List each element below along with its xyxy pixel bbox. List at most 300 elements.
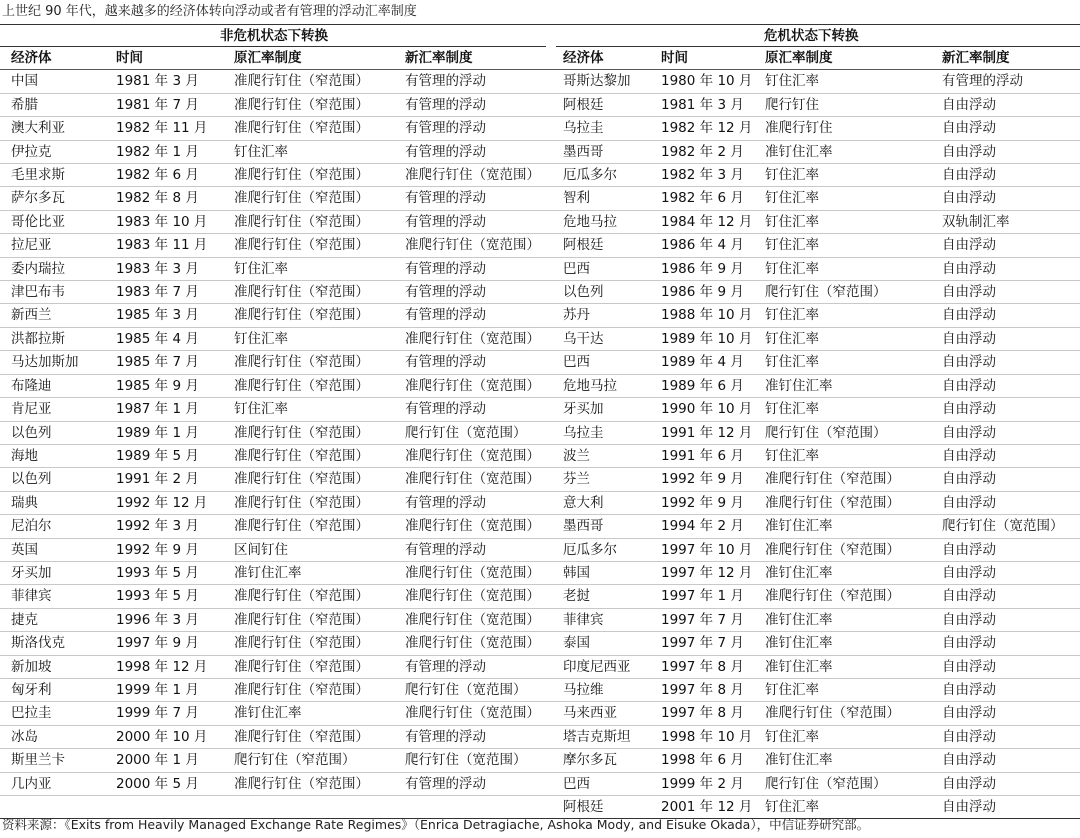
table-row — [0, 374, 1080, 397]
table-row — [0, 655, 1080, 678]
col-economy-cell: 哥伦比亚 — [0, 210, 105, 233]
col-economy-cell: 洪都拉斯 — [0, 327, 105, 350]
col-old-regime-cell: 准钉住汇率 — [223, 561, 394, 584]
col-economy-cell: 牙买加 — [0, 561, 105, 584]
col-date-crisis-cell: 1982 年 2 月 — [650, 140, 754, 163]
col-old-regime-crisis-cell: 爬行钉住（窄范围） — [754, 772, 931, 795]
col-old-regime-crisis-cell: 钉住汇率 — [754, 210, 931, 233]
col-economy-cell: 津巴布韦 — [0, 281, 105, 304]
col-economy-crisis-cell: 塔吉克斯坦 — [552, 725, 650, 748]
col-new-regime-crisis-cell: 自由浮动 — [931, 468, 1080, 491]
col-economy-cell: 萨尔多瓦 — [0, 187, 105, 210]
col-date-crisis-cell: 2001 年 12 月 — [650, 796, 754, 819]
col-new-regime-crisis-cell: 自由浮动 — [931, 491, 1080, 514]
table-row — [0, 608, 1080, 631]
col-economy-cell: 斯洛伐克 — [0, 632, 105, 655]
col-date-crisis-cell: 1982 年 12 月 — [650, 117, 754, 140]
col-old-regime-cell: 准爬行钉住（窄范围） — [223, 281, 394, 304]
col-new-regime-crisis-cell: 自由浮动 — [931, 725, 1080, 748]
col-economy-crisis-cell: 意大利 — [552, 491, 650, 514]
col-economy-cell: 菲律宾 — [0, 585, 105, 608]
col-date-crisis-cell: 1997 年 10 月 — [650, 538, 754, 561]
col-new-regime-cell: 准爬行钉住（宽范围） — [394, 164, 552, 187]
table-row — [0, 70, 1080, 93]
col-new-regime-cell: 有管理的浮动 — [394, 70, 552, 93]
col-economy-cell: 以色列 — [0, 468, 105, 491]
col-economy-crisis-cell: 老挝 — [552, 585, 650, 608]
col-economy-cell: 海地 — [0, 444, 105, 467]
col-new-regime-crisis-cell: 自由浮动 — [931, 351, 1080, 374]
col-economy-cell: 新西兰 — [0, 304, 105, 327]
col-date-crisis-cell: 1997 年 8 月 — [650, 678, 754, 701]
col-date-crisis-header: 时间 — [650, 47, 754, 70]
col-new-regime-cell: 有管理的浮动 — [394, 257, 552, 280]
col-date-cell: 1989 年 5 月 — [105, 444, 223, 467]
table-row — [0, 257, 1080, 280]
col-old-regime-cell: 钉住汇率 — [223, 398, 394, 421]
col-old-regime-crisis-cell: 钉住汇率 — [754, 444, 931, 467]
col-date-crisis-cell: 1997 年 7 月 — [650, 608, 754, 631]
col-economy-crisis-cell: 哥斯达黎加 — [552, 70, 650, 93]
col-date-cell: 1998 年 12 月 — [105, 655, 223, 678]
col-old-regime-crisis-cell: 准钉住汇率 — [754, 655, 931, 678]
col-old-regime-crisis-cell: 准钉住汇率 — [754, 749, 931, 772]
col-date-cell: 1982 年 6 月 — [105, 164, 223, 187]
table-row — [0, 140, 1080, 163]
col-date-cell: 2000 年 5 月 — [105, 772, 223, 795]
col-date-cell: 1982 年 11 月 — [105, 117, 223, 140]
col-date-cell: 1997 年 9 月 — [105, 632, 223, 655]
col-date-cell: 1981 年 7 月 — [105, 93, 223, 116]
col-economy-cell: 捷克 — [0, 608, 105, 631]
col-date-crisis-cell: 1990 年 10 月 — [650, 398, 754, 421]
col-new-regime-crisis-cell: 自由浮动 — [931, 772, 1080, 795]
col-new-regime-crisis-cell: 自由浮动 — [931, 538, 1080, 561]
col-new-regime-crisis-cell: 有管理的浮动 — [931, 70, 1080, 93]
table-row — [0, 398, 1080, 421]
group-header-row — [0, 24, 1080, 47]
col-new-regime-cell: 有管理的浮动 — [394, 187, 552, 210]
col-new-regime-crisis-cell: 自由浮动 — [931, 234, 1080, 257]
col-date-cell: 1985 年 9 月 — [105, 374, 223, 397]
col-new-regime-crisis-cell: 自由浮动 — [931, 561, 1080, 584]
col-new-regime-crisis-cell: 自由浮动 — [931, 655, 1080, 678]
col-new-regime-cell: 准爬行钉住（宽范围） — [394, 561, 552, 584]
col-economy-cell: 瑞典 — [0, 491, 105, 514]
col-old-regime-crisis-cell: 钉住汇率 — [754, 187, 931, 210]
col-old-regime-cell: 准爬行钉住（窄范围） — [223, 515, 394, 538]
col-old-regime-crisis-cell: 钉住汇率 — [754, 398, 931, 421]
col-economy-crisis-cell: 阿根廷 — [552, 93, 650, 116]
col-date-cell: 1985 年 7 月 — [105, 351, 223, 374]
col-economy-crisis-cell: 墨西哥 — [552, 140, 650, 163]
col-date-cell: 1992 年 9 月 — [105, 538, 223, 561]
regime-table-wrap — [0, 24, 1080, 819]
col-economy-crisis-cell: 智利 — [552, 187, 650, 210]
col-old-regime-crisis-cell: 准钉住汇率 — [754, 561, 931, 584]
col-old-regime-crisis-cell: 准爬行钉住（窄范围） — [754, 585, 931, 608]
col-date-crisis-cell: 1989 年 10 月 — [650, 327, 754, 350]
col-economy-crisis-cell: 危地马拉 — [552, 210, 650, 233]
col-new-regime-crisis-cell: 自由浮动 — [931, 678, 1080, 701]
col-old-regime-crisis-cell: 准钉住汇率 — [754, 140, 931, 163]
col-date-crisis-cell: 1988 年 10 月 — [650, 304, 754, 327]
col-new-regime-crisis-cell: 自由浮动 — [931, 140, 1080, 163]
col-old-regime-crisis-cell: 准爬行钉住（窄范围） — [754, 468, 931, 491]
col-new-regime-cell: 有管理的浮动 — [394, 304, 552, 327]
table-row — [0, 678, 1080, 701]
col-old-regime-cell: 钉住汇率 — [223, 140, 394, 163]
col-old-regime-cell: 准爬行钉住（窄范围） — [223, 772, 394, 795]
col-old-regime-header: 原汇率制度 — [223, 47, 394, 70]
table-row — [0, 164, 1080, 187]
col-old-regime-cell: 准爬行钉住（窄范围） — [223, 210, 394, 233]
col-new-regime-crisis-cell: 自由浮动 — [931, 257, 1080, 280]
col-economy-crisis-cell: 危地马拉 — [552, 374, 650, 397]
col-new-regime-cell: 准爬行钉住（宽范围） — [394, 327, 552, 350]
table-row — [0, 561, 1080, 584]
col-new-regime-crisis-cell: 爬行钉住（宽范围） — [931, 515, 1080, 538]
table-row — [0, 749, 1080, 772]
col-new-regime-crisis-cell: 自由浮动 — [931, 749, 1080, 772]
col-economy-cell: 中国 — [0, 70, 105, 93]
col-economy-crisis-cell: 苏丹 — [552, 304, 650, 327]
col-date-cell: 1987 年 1 月 — [105, 398, 223, 421]
col-old-regime-cell: 准爬行钉住（窄范围） — [223, 351, 394, 374]
col-old-regime-cell: 准爬行钉住（窄范围） — [223, 374, 394, 397]
col-old-regime-crisis-cell: 钉住汇率 — [754, 327, 931, 350]
col-old-regime-crisis-header: 原汇率制度 — [754, 47, 931, 70]
col-economy-crisis-cell: 乌拉圭 — [552, 117, 650, 140]
col-old-regime-cell: 准爬行钉住（窄范围） — [223, 70, 394, 93]
col-old-regime-crisis-cell: 准爬行钉住 — [754, 117, 931, 140]
table-row — [0, 281, 1080, 304]
col-date-cell: 1982 年 1 月 — [105, 140, 223, 163]
col-old-regime-crisis-cell: 钉住汇率 — [754, 70, 931, 93]
table-row — [0, 632, 1080, 655]
col-old-regime-crisis-cell: 钉住汇率 — [754, 257, 931, 280]
col-old-regime-cell: 准爬行钉住（窄范围） — [223, 234, 394, 257]
col-economy-cell: 英国 — [0, 538, 105, 561]
col-new-regime-cell: 准爬行钉住（宽范围） — [394, 608, 552, 631]
col-date-crisis-cell: 1992 年 9 月 — [650, 491, 754, 514]
col-old-regime-cell: 准钉住汇率 — [223, 702, 394, 725]
group-underline-non-crisis — [0, 46, 546, 47]
col-date-cell: 1982 年 8 月 — [105, 187, 223, 210]
table-row — [0, 234, 1080, 257]
col-economy-cell: 马达加斯加 — [0, 351, 105, 374]
col-new-regime-crisis-cell: 双轨制汇率 — [931, 210, 1080, 233]
col-economy-crisis-cell: 波兰 — [552, 444, 650, 467]
table-row — [0, 304, 1080, 327]
col-old-regime-cell: 准爬行钉住（窄范围） — [223, 678, 394, 701]
col-economy-crisis-cell: 菲律宾 — [552, 608, 650, 631]
table-row — [0, 421, 1080, 444]
col-economy-cell: 伊拉克 — [0, 140, 105, 163]
table-row — [0, 725, 1080, 748]
table-row — [0, 772, 1080, 795]
col-date-cell: 1983 年 3 月 — [105, 257, 223, 280]
col-date-cell: 1992 年 12 月 — [105, 491, 223, 514]
col-old-regime-crisis-cell: 钉住汇率 — [754, 796, 931, 819]
col-old-regime-crisis-cell: 准爬行钉住（窄范围） — [754, 702, 931, 725]
col-new-regime-cell: 准爬行钉住（宽范围） — [394, 702, 552, 725]
col-economy-crisis-cell: 摩尔多瓦 — [552, 749, 650, 772]
col-new-regime-cell: 有管理的浮动 — [394, 351, 552, 374]
col-economy-cell: 匈牙利 — [0, 678, 105, 701]
col-new-regime-cell: 有管理的浮动 — [394, 210, 552, 233]
table-body — [0, 70, 1080, 819]
col-new-regime-crisis-cell: 自由浮动 — [931, 585, 1080, 608]
table-row — [0, 491, 1080, 514]
table-row — [0, 327, 1080, 350]
col-new-regime-crisis-cell: 自由浮动 — [931, 327, 1080, 350]
col-date-crisis-cell: 1998 年 6 月 — [650, 749, 754, 772]
col-new-regime-cell: 有管理的浮动 — [394, 491, 552, 514]
group-title-non-crisis: 非危机状态下转换 — [220, 28, 328, 44]
col-new-regime-cell: 有管理的浮动 — [394, 655, 552, 678]
col-economy-crisis-cell: 泰国 — [552, 632, 650, 655]
col-old-regime-cell: 准爬行钉住（窄范围） — [223, 304, 394, 327]
col-economy-crisis-cell: 印度尼西亚 — [552, 655, 650, 678]
col-old-regime-cell: 准爬行钉住（窄范围） — [223, 93, 394, 116]
col-economy-cell: 拉尼亚 — [0, 234, 105, 257]
col-new-regime-cell: 准爬行钉住（宽范围） — [394, 444, 552, 467]
col-old-regime-cell: 钉住汇率 — [223, 327, 394, 350]
col-date-cell: 1983 年 10 月 — [105, 210, 223, 233]
col-date-cell: 1989 年 1 月 — [105, 421, 223, 444]
group-title-crisis: 危机状态下转换 — [764, 28, 859, 44]
col-date-crisis-cell: 1989 年 4 月 — [650, 351, 754, 374]
col-old-regime-crisis-cell: 钉住汇率 — [754, 351, 931, 374]
col-new-regime-crisis-cell: 自由浮动 — [931, 281, 1080, 304]
source-note: 资料来源：《Exits from Heavily Managed Exchange Rate Regimes》（Enrica Detragiache, Ashoka Mody, and Eisuke Okada），中信证券研究部。 — [2, 817, 870, 832]
col-date-crisis-cell: 1997 年 8 月 — [650, 655, 754, 678]
col-date-crisis-cell: 1992 年 9 月 — [650, 468, 754, 491]
col-economy-crisis-cell: 阿根廷 — [552, 796, 650, 819]
col-old-regime-crisis-cell: 准钉住汇率 — [754, 608, 931, 631]
col-economy-crisis-cell: 乌干达 — [552, 327, 650, 350]
col-economy-crisis-cell: 以色列 — [552, 281, 650, 304]
col-date-cell: 1983 年 7 月 — [105, 281, 223, 304]
col-new-regime-crisis-cell: 自由浮动 — [931, 304, 1080, 327]
page-title: 上世纪 90 年代，越来越多的经济体转向浮动或者有管理的浮动汇率制度 — [2, 4, 417, 19]
col-economy-crisis-cell: 马拉维 — [552, 678, 650, 701]
col-old-regime-cell: 区间钉住 — [223, 538, 394, 561]
col-date-cell: 1981 年 3 月 — [105, 70, 223, 93]
col-old-regime-cell: 钉住汇率 — [223, 257, 394, 280]
col-economy-crisis-header: 经济体 — [552, 47, 650, 70]
col-new-regime-cell: 有管理的浮动 — [394, 725, 552, 748]
col-new-regime-cell: 有管理的浮动 — [394, 772, 552, 795]
col-new-regime-crisis-header: 新汇率制度 — [931, 47, 1080, 70]
table-row — [0, 468, 1080, 491]
col-economy-crisis-cell: 巴西 — [552, 257, 650, 280]
col-date-crisis-cell: 1991 年 12 月 — [650, 421, 754, 444]
col-date-crisis-cell: 1986 年 9 月 — [650, 257, 754, 280]
table-row — [0, 702, 1080, 725]
col-new-regime-cell: 爬行钉住（宽范围） — [394, 749, 552, 772]
col-old-regime-crisis-cell: 钉住汇率 — [754, 725, 931, 748]
col-old-regime-crisis-cell: 钉住汇率 — [754, 164, 931, 187]
col-new-regime-crisis-cell: 自由浮动 — [931, 117, 1080, 140]
col-economy-cell: 几内亚 — [0, 772, 105, 795]
col-date-crisis-cell: 1997 年 12 月 — [650, 561, 754, 584]
table-row — [0, 444, 1080, 467]
col-date-cell: 1999 年 7 月 — [105, 702, 223, 725]
col-date-crisis-cell: 1998 年 10 月 — [650, 725, 754, 748]
exchange-regime-table — [0, 47, 1080, 819]
col-economy-cell: 肯尼亚 — [0, 398, 105, 421]
col-economy-cell: 斯里兰卡 — [0, 749, 105, 772]
col-economy-crisis-cell: 马来西亚 — [552, 702, 650, 725]
col-economy-crisis-cell: 韩国 — [552, 561, 650, 584]
col-date-header: 时间 — [105, 47, 223, 70]
col-date-crisis-cell: 1982 年 3 月 — [650, 164, 754, 187]
col-old-regime-cell: 爬行钉住（窄范围） — [223, 749, 394, 772]
col-new-regime-cell: 有管理的浮动 — [394, 93, 552, 116]
col-date-crisis-cell: 1982 年 6 月 — [650, 187, 754, 210]
table-row — [0, 515, 1080, 538]
col-old-regime-crisis-cell: 钉住汇率 — [754, 234, 931, 257]
col-new-regime-cell: 有管理的浮动 — [394, 117, 552, 140]
col-economy-cell: 尼泊尔 — [0, 515, 105, 538]
col-date-crisis-cell: 1997 年 7 月 — [650, 632, 754, 655]
col-date-cell: 1992 年 3 月 — [105, 515, 223, 538]
col-new-regime-header: 新汇率制度 — [394, 47, 552, 70]
col-date-crisis-cell: 1999 年 2 月 — [650, 772, 754, 795]
col-old-regime-crisis-cell: 爬行钉住（窄范围） — [754, 281, 931, 304]
col-old-regime-crisis-cell: 准钉住汇率 — [754, 374, 931, 397]
col-date-cell: 2000 年 1 月 — [105, 749, 223, 772]
col-new-regime-cell: 有管理的浮动 — [394, 398, 552, 421]
col-economy-cell: 冰岛 — [0, 725, 105, 748]
col-new-regime-crisis-cell: 自由浮动 — [931, 93, 1080, 116]
col-new-regime-cell: 准爬行钉住（宽范围） — [394, 585, 552, 608]
col-old-regime-crisis-cell: 钉住汇率 — [754, 304, 931, 327]
col-new-regime-crisis-cell: 自由浮动 — [931, 164, 1080, 187]
table-row — [0, 93, 1080, 116]
col-date-crisis-cell: 1981 年 3 月 — [650, 93, 754, 116]
col-date-crisis-cell: 1986 年 9 月 — [650, 281, 754, 304]
table-row — [0, 585, 1080, 608]
col-new-regime-cell: 有管理的浮动 — [394, 140, 552, 163]
col-economy-cell: 巴拉圭 — [0, 702, 105, 725]
table-row — [0, 538, 1080, 561]
table-row — [0, 210, 1080, 233]
col-old-regime-cell: 准爬行钉住（窄范围） — [223, 725, 394, 748]
col-old-regime-crisis-cell: 钉住汇率 — [754, 678, 931, 701]
col-date-cell: 1993 年 5 月 — [105, 561, 223, 584]
col-date-crisis-cell: 1991 年 6 月 — [650, 444, 754, 467]
col-economy-cell: 毛里求斯 — [0, 164, 105, 187]
col-old-regime-cell: 准爬行钉住（窄范围） — [223, 608, 394, 631]
col-old-regime-crisis-cell: 准钉住汇率 — [754, 632, 931, 655]
col-economy-cell: 以色列 — [0, 421, 105, 444]
col-old-regime-crisis-cell: 准钉住汇率 — [754, 515, 931, 538]
col-economy-header: 经济体 — [0, 47, 105, 70]
col-new-regime-cell: 有管理的浮动 — [394, 538, 552, 561]
col-old-regime-cell: 准爬行钉住（窄范围） — [223, 444, 394, 467]
col-old-regime-cell: 准爬行钉住（窄范围） — [223, 421, 394, 444]
col-new-regime-crisis-cell: 自由浮动 — [931, 421, 1080, 444]
col-old-regime-cell: 准爬行钉住（窄范围） — [223, 164, 394, 187]
col-date-crisis-cell: 1984 年 12 月 — [650, 210, 754, 233]
col-new-regime-crisis-cell: 自由浮动 — [931, 608, 1080, 631]
col-economy-cell: 新加坡 — [0, 655, 105, 678]
col-new-regime-cell: 准爬行钉住（宽范围） — [394, 468, 552, 491]
col-new-regime-crisis-cell: 自由浮动 — [931, 187, 1080, 210]
col-new-regime-crisis-cell: 自由浮动 — [931, 796, 1080, 819]
group-underline-crisis — [556, 46, 1080, 47]
col-date-cell: 1985 年 3 月 — [105, 304, 223, 327]
col-old-regime-crisis-cell: 爬行钉住（窄范围） — [754, 421, 931, 444]
col-old-regime-crisis-cell: 准爬行钉住（窄范围） — [754, 491, 931, 514]
col-old-regime-cell: 准爬行钉住（窄范围） — [223, 187, 394, 210]
column-header-row — [0, 47, 1080, 70]
col-new-regime-cell: 爬行钉住（宽范围） — [394, 678, 552, 701]
col-new-regime-cell: 准爬行钉住（宽范围） — [394, 515, 552, 538]
col-old-regime-cell: 准爬行钉住（窄范围） — [223, 655, 394, 678]
col-economy-crisis-cell: 厄瓜多尔 — [552, 538, 650, 561]
table-row — [0, 117, 1080, 140]
col-new-regime-cell: 准爬行钉住（宽范围） — [394, 374, 552, 397]
col-new-regime-crisis-cell: 自由浮动 — [931, 444, 1080, 467]
col-economy-crisis-cell: 阿根廷 — [552, 234, 650, 257]
col-old-regime-cell: 准爬行钉住（窄范围） — [223, 585, 394, 608]
col-economy-cell: 布隆迪 — [0, 374, 105, 397]
col-date-cell: 1999 年 1 月 — [105, 678, 223, 701]
col-new-regime-crisis-cell: 自由浮动 — [931, 702, 1080, 725]
col-new-regime-cell: 准爬行钉住（宽范围） — [394, 234, 552, 257]
table-row — [0, 187, 1080, 210]
col-date-crisis-cell: 1989 年 6 月 — [650, 374, 754, 397]
col-date-cell: 2000 年 10 月 — [105, 725, 223, 748]
col-date-crisis-cell: 1997 年 8 月 — [650, 702, 754, 725]
col-economy-crisis-cell: 墨西哥 — [552, 515, 650, 538]
col-economy-crisis-cell: 牙买加 — [552, 398, 650, 421]
col-date-cell: 1991 年 2 月 — [105, 468, 223, 491]
col-old-regime-crisis-cell: 准爬行钉住（窄范围） — [754, 538, 931, 561]
col-economy-cell: 委内瑞拉 — [0, 257, 105, 280]
col-date-cell: 1996 年 3 月 — [105, 608, 223, 631]
col-old-regime-cell: 准爬行钉住（窄范围） — [223, 468, 394, 491]
col-old-regime-cell: 准爬行钉住（窄范围） — [223, 117, 394, 140]
col-date-cell: 1983 年 11 月 — [105, 234, 223, 257]
col-date-crisis-cell: 1986 年 4 月 — [650, 234, 754, 257]
col-new-regime-cell: 准爬行钉住（宽范围） — [394, 632, 552, 655]
col-economy-cell: 澳大利亚 — [0, 117, 105, 140]
col-date-cell: 1993 年 5 月 — [105, 585, 223, 608]
col-economy-crisis-cell: 乌拉圭 — [552, 421, 650, 444]
col-economy-crisis-cell: 巴西 — [552, 772, 650, 795]
col-old-regime-cell: 准爬行钉住（窄范围） — [223, 632, 394, 655]
col-economy-crisis-cell: 芬兰 — [552, 468, 650, 491]
col-economy-cell: 希腊 — [0, 93, 105, 116]
col-economy-crisis-cell: 厄瓜多尔 — [552, 164, 650, 187]
col-old-regime-crisis-cell: 爬行钉住 — [754, 93, 931, 116]
col-old-regime-cell: 准爬行钉住（窄范围） — [223, 491, 394, 514]
table-row — [0, 351, 1080, 374]
col-new-regime-crisis-cell: 自由浮动 — [931, 398, 1080, 421]
col-date-crisis-cell: 1994 年 2 月 — [650, 515, 754, 538]
col-date-cell: 1985 年 4 月 — [105, 327, 223, 350]
col-date-crisis-cell: 1980 年 10 月 — [650, 70, 754, 93]
col-new-regime-crisis-cell: 自由浮动 — [931, 632, 1080, 655]
col-new-regime-crisis-cell: 自由浮动 — [931, 374, 1080, 397]
col-new-regime-cell: 有管理的浮动 — [394, 281, 552, 304]
col-new-regime-cell: 爬行钉住（宽范围） — [394, 421, 552, 444]
